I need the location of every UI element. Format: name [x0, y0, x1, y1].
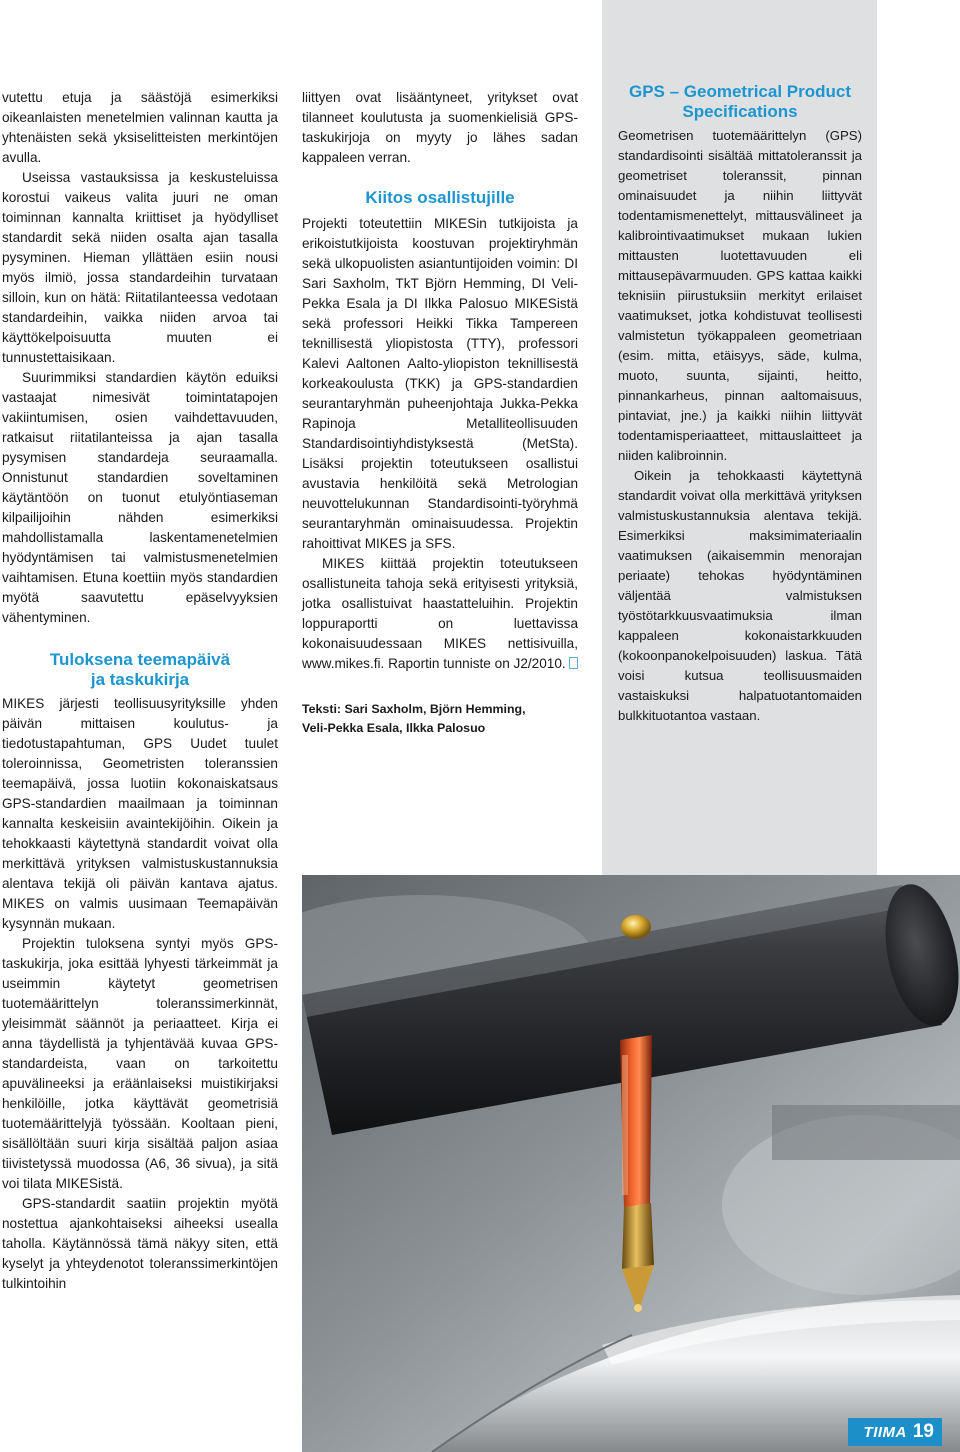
sidebar-heading-line-2: Specifications [682, 102, 798, 121]
byline-line-2: Veli-Pekka Esala, Ilkka Palosuo [302, 721, 486, 735]
info-sidebar [602, 0, 877, 875]
paragraph: Useissa vastauksissa ja keskusteluissa korostui vaikeus valita juuri ne oman toiminnan kannalta kriittiset ja hyödylliset standardit sekä niiden osalta ajan tasalla pysyminen. Hieman yllättäen esiin nousi myös ilmiö, jossa standardeihin turvataan silloin, kun on hätä: Riitatilanteessa vedotaan standardeihin, vaikka niiden arvoa tai käyttökelpoisuutta muuten ei tunnustettaisikaan. [2, 170, 278, 365]
paragraph: vutettu etuja ja säästöjä esimerkiksi oikeanlaisten menetelmien valinnan kautta ja yhtenäisten sekä yksiselitteisten merkintöjen avulla. [2, 90, 278, 165]
paragraph: Oikein ja tehokkaasti käytettynä standardit voivat olla merkittävä yrityksen valmistuskustannuksia alentava tekijä. Esimerkiksi maksimimateriaalin vaatimuksen (aikaisemmin menorajan periaate) tehokas hyödyntäminen väljentää valmistuksen työstötarkkuusvaatimuksia ilman kappaleen kokonaistarkkuuden (kokoonpanokelpoisuuden) laskua. Tätä voisi kutsua teollisuusmaiden vastaiskuksi halpatuotantomaiden bulkkituotantoa vastaan. [618, 468, 862, 723]
page-badge [848, 1418, 942, 1446]
hourglass-icon [569, 657, 578, 669]
paragraph: Projektin tuloksena syntyi myös GPS-taskukirja, joka esittää lyhyesti tärkeimmät ja useimmin käytetyt geometrisen tuotemäärittelyn toleranssimerkinnät, yleisimmät säännöt ja periaatteet. Kirja ei anna täydellistä ja tyhjentävää kuvaa GPS-standardeista, vaan on tarkoitettu apuvälineeksi ja eräänlaiseksi muistikirjaksi henkilöille, jotka käyttävät geometrisiä tuotemäärittelyjä työssään. Kooltaan pieni, sisällöltään suuri kirja sisältää paljon asiaa tiivistetyssä muodossa (A6, 36 sivua), ja sitä voi tilata MIKESistä. [2, 936, 278, 1191]
paragraph: GPS-standardit saatiin projektin myötä nostettua ajankohtaiseksi aiheeksi usealla taholla. Käytännössä tämä näkyy siten, että kyselyt ja yhteydenotot toleranssimerkintöjen tulkintoihin [2, 1196, 278, 1291]
page-number: 19 [912, 1421, 934, 1442]
paragraph: liittyen ovat lisääntyneet, yritykset ovat tilanneet koulutusta ja suomenkielisiä GPS-taskukirjoja on myyty jo lähes sadan kappaleen verran. [302, 90, 578, 165]
byline [302, 700, 578, 738]
paragraph: Projekti toteutettiin MIKESin tutkijoista ja erikoistutkijoista koostuvan projektiryhmän sekä ulkopuolisten asiantuntijoiden voimin: DI Sari Saxholm, TkT Björn Hemming, DI Veli-Pekka Esala ja DI Ilkka Palosuo MIKESistä sekä professori Heikki Tikka Tampereen teknillisestä yliopistosta (TTY), professori Kalevi Aaltonen Aalto-yliopiston teknillisestä korkeakoulusta (TKK) ja GPS-standardien seurantaryhmän puheenjohtaja Jukka-Pekka Rapinoja Metalliteollisuuden Standardisointiyhdistyksestä (MetSta). Lisäksi projektin toteutukseen osallistui avustavia henkilöitä sekä Metrologian neuvottelukunnan Standardisointi-työryhmä seurantaryhmän ominaisuudessa. Projektin rahoittivat MIKES ja SFS. [302, 216, 578, 551]
magazine-logo: TIIMA [863, 1423, 907, 1441]
section-heading-line-1: Tuloksena teemapäivä [49, 650, 231, 669]
paragraph: Geometrisen tuotemäärittelyn (GPS) standardisointi sisältää mittatoleranssit ja geometriset toleranssit, pinnan ominaisuudet ja niihin liittyvät todentamismenettelyt, mittausvälineet ja kalibrointivaatimukset mukaan lukien mittausten luotettavuuden eli mittausepävarmuuden. GPS kattaa kaikki teknisiin piirustuksiin merkityt erilaiset vaatimukset, jotka kohdistuvat teollisesti valmistetun työkappaleen geometriaan (esim. mitta, etäisyys, säde, kulma, muoto, suunta, sijainti, heitto, pinnankarheus, pinnan aaltomaisuus, pintaviat, jne.) ja kaikki niihin liittyvät todentamisperiaatteet, mittauslaitteet ja niiden kalibroinnin. [618, 128, 862, 463]
byline-line-1: Teksti: Sari Saxholm, Björn Hemming, [302, 702, 526, 716]
paragraph [302, 554, 578, 674]
article-column-1 [2, 88, 278, 1294]
paragraph: MIKES järjesti teollisuusyrityksille yhden päivän mittaisen koulutus- ja tiedotustapahtuman, GPS Uudet tuulet toleroinnissa, Geometristen toleranssien teemapäivä, jossa luotiin kokonaiskatsaus GPS-standardien maailmaan ja toiminnan kannalta keskeisiin avaintekijöihin. Oikein ja tehokkaasti käytettynä standardit voivat olla merkittävä yrityksen valmistuskustannuksia alentava tekijä oli päivän kantava ajatus. MIKES on valmis uusimaan Teemapäivän kysynnän mukaan. [2, 696, 278, 931]
sidebar-heading [618, 82, 862, 122]
section-heading: Kiitos osallistujille [365, 188, 515, 207]
photo-probe-stylus [302, 875, 960, 1452]
sidebar-heading-line-1: GPS – Geometrical Product [628, 82, 851, 101]
article-column-2 [302, 88, 578, 738]
paragraph-text: MIKES kiittää projektin toteutukseen osallistuneita tahoja sekä erityisesti yrityksiä, jotka osallistuivat haastatteluihin. Projektin loppuraportti on luettavissa kokonaisuudessaan MIKES nettisivuilla, www.mikes.fi. Raportin tunniste on J2/2010. [302, 556, 578, 671]
paragraph: Suurimmiksi standardien käytön eduiksi vastaajat nimesivät toimintatapojen vakiintumisen, osien vaihdettavuuden, ratkaisut riitatilanteissa ja ajan tasalla pysymisen standardeja seuraamalla. Onnistunut standardien soveltaminen käytäntöön on tuonut etulyöntiaseman kilpailijoihin nähden esimerkiksi mahdollistamalla laskentamenetelmien hyödyntämisen tai valmistusmenetelmien vaihtamisen. Etuna koettiin myös standardien myötä saavutettu epäselvyyksien vähentyminen. [2, 370, 278, 625]
section-heading [2, 650, 278, 690]
section-heading-line-2: ja taskukirja [90, 670, 190, 689]
